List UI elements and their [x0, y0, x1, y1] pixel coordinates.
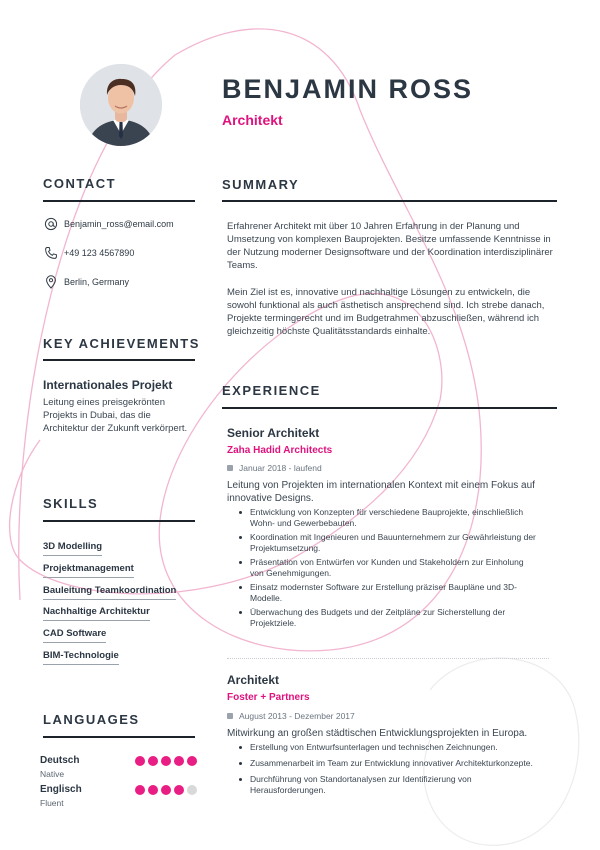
language-name: Deutsch	[40, 755, 80, 766]
job-description: Mitwirkung an großen städtischen Entwicklungsprojekten in Europa.	[227, 728, 528, 739]
job-date-text: Januar 2018 - laufend	[239, 463, 322, 473]
job-title: Senior Architekt	[227, 426, 320, 440]
rating-dot-filled	[161, 756, 171, 766]
language-level: Native	[40, 769, 65, 779]
candidate-name: BENJAMIN ROSS	[222, 74, 474, 104]
contact-location	[44, 274, 129, 290]
achievement-description: Leitung eines preisgekrönten Projekts in Dubai, das die Architektur der Zukunft verkörpert.	[43, 397, 188, 434]
calendar-icon	[227, 713, 233, 719]
contact-phone[interactable]	[44, 245, 134, 261]
language-level: Fluent	[40, 798, 64, 808]
job-date	[227, 463, 322, 473]
languages-heading: LANGUAGES	[43, 712, 140, 727]
rating-dot-filled	[148, 756, 158, 766]
contact-email[interactable]	[44, 216, 174, 232]
skill-item: CAD Software	[43, 628, 106, 643]
summary-paragraph-1: Erfahrener Architekt mit über 10 Jahren Erfahrung in der Planung und Umsetzung von komplexen Bauprojekten. Besitze umfassende Kenntnisse in der Nutzung moderner Designsoftware und der Koordination interdisziplinärer Teams.	[227, 221, 553, 271]
job-date	[227, 711, 355, 721]
rating-dot-filled	[135, 756, 145, 766]
location-text: Berlin, Germany	[64, 277, 130, 287]
list-item: Zusammenarbeit im Team zur Entwicklung innovativer Architekturkonzepte.	[237, 758, 537, 769]
skills-heading: SKILLS	[43, 496, 99, 511]
avatar-photo	[80, 64, 162, 146]
list-item: Entwicklung von Konzepten für verschiedene Bauprojekte, einschließlich Wohn- und Gewerbebauten.	[237, 507, 537, 529]
job-responsibilities	[237, 742, 537, 796]
job-date-text: August 2013 - Dezember 2017	[239, 711, 355, 721]
rating-dot-filled	[187, 756, 197, 766]
summary-paragraph-2: Mein Ziel ist es, innovative und nachhaltige Lösungen zu entwickeln, die sowohl funktional als auch ästhetisch ansprechend sind. Ich strebe danach, Projekte termingerecht und im Budgetrahmen abzuschließen, während ich gleichzeitig höchste Qualitätsstandards einhalte.	[227, 287, 545, 337]
summary-divider	[222, 200, 557, 202]
list-item: Koordination mit Ingenieuren und Bauunternehmern zur Gewährleistung der Projektumsetzung.	[237, 532, 537, 554]
list-item: Überwachung des Budgets und der Zeitpläne zur Sicherstellung der Projektziele.	[237, 607, 537, 629]
company-name: Foster + Partners	[227, 692, 310, 703]
at-sign-icon	[44, 217, 58, 231]
list-item: Durchführung von Standortanalysen zur Identifizierung von Herausforderungen.	[237, 774, 537, 796]
language-name: Englisch	[40, 784, 82, 795]
skill-item: BIM-Technologie	[43, 650, 119, 665]
skill-item: Bauleitung Teamkoordination	[43, 585, 176, 600]
achievements-divider	[43, 359, 195, 361]
job-title: Architekt	[227, 673, 280, 687]
rating-dot-filled	[174, 785, 184, 795]
skill-item: Nachhaltige Architektur	[43, 606, 150, 621]
calendar-icon	[227, 465, 233, 471]
job-responsibilities	[237, 507, 537, 629]
achievement-title: Internationales Projekt	[43, 378, 173, 392]
experience-divider	[222, 407, 557, 409]
skill-item: Projektmanagement	[43, 563, 134, 578]
language-rating	[135, 756, 197, 766]
job-separator	[227, 658, 549, 659]
skills-divider	[43, 520, 195, 522]
company-name: Zaha Hadid Architects	[227, 445, 333, 456]
rating-dot-filled	[174, 756, 184, 766]
list-item: Erstellung von Entwurfsunterlagen und technischen Zeichnungen.	[237, 742, 537, 753]
email-text: Benjamin_ross@email.com	[64, 219, 174, 229]
phone-text: +49 123 4567890	[64, 248, 135, 258]
languages-divider	[43, 736, 195, 738]
rating-dot-filled	[148, 785, 158, 795]
contact-heading: CONTACT	[43, 176, 117, 191]
rating-dot-filled	[135, 785, 145, 795]
profile-photo-icon	[80, 64, 162, 146]
summary-heading: SUMMARY	[222, 177, 300, 192]
rating-dot-empty	[187, 785, 197, 795]
location-pin-icon	[44, 275, 58, 289]
list-item: Einsatz modernster Software zur Erstellung präziser Baupläne und 3D-Modelle.	[237, 582, 537, 604]
skill-item: 3D Modelling	[43, 541, 102, 556]
rating-dot-filled	[161, 785, 171, 795]
achievements-heading: KEY ACHIEVEMENTS	[43, 336, 200, 351]
contact-divider	[43, 200, 195, 202]
list-item: Präsentation von Entwürfen vor Kunden und Stakeholdern zur Einholung von Genehmigungen.	[237, 557, 537, 579]
job-description: Leitung von Projekten im internationalen Kontext mit einem Fokus auf innovative Designs.	[227, 480, 535, 504]
candidate-role: Architekt	[222, 112, 283, 128]
experience-heading: EXPERIENCE	[222, 383, 321, 398]
phone-icon	[44, 246, 58, 260]
language-rating	[135, 785, 197, 795]
